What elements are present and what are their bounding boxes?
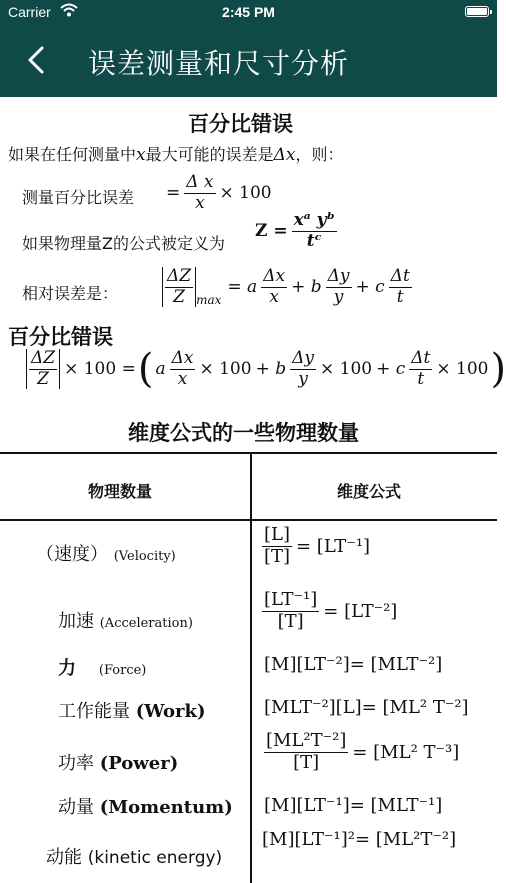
page-title: 误差测量和尺寸分析	[88, 47, 350, 80]
rel-abs-den: Z	[173, 286, 185, 307]
s2-y: y	[298, 368, 308, 389]
col-header-quantity: 物理数量	[88, 482, 153, 501]
row-work-formula: [MLT⁻²][L]= [ML² T⁻²]	[264, 697, 469, 718]
navigation-bar	[0, 25, 497, 97]
table-header-rule	[0, 519, 497, 521]
col-header-formula: 维度公式	[337, 482, 402, 501]
intro-prefix: 如果在任何测量中	[8, 145, 137, 164]
definition-label: 如果物理量Z的公式被定义为	[22, 234, 225, 253]
rel-dx: Δx	[263, 266, 286, 286]
s2-times100: × 100 =	[64, 359, 136, 380]
s2-t: t	[417, 368, 425, 389]
s2-x: x	[177, 368, 188, 389]
s2-paren-close: )	[490, 346, 506, 393]
s2-lhs-num: ΔZ	[31, 348, 56, 368]
s2-x100-end: × 100	[436, 359, 489, 380]
section-heading-percent-error-2: 百分比错误	[8, 325, 113, 349]
s2-b: + b	[255, 359, 287, 380]
pct-fraction	[184, 173, 215, 213]
s2-dx: Δx	[171, 348, 194, 368]
table-title: 维度公式的一些物理数量	[128, 421, 359, 445]
content-image	[0, 97, 506, 883]
percent-error-label: 测量百分比误差	[22, 188, 135, 207]
percent-error-full-formula	[26, 346, 506, 393]
table-top-rule	[0, 452, 497, 454]
rel-y: y	[333, 286, 344, 307]
intro-var: x	[136, 145, 146, 165]
row-momentum-formula: [M][LT⁻¹]= [MLT⁻¹]	[264, 795, 443, 816]
intro-line	[8, 142, 344, 165]
s2-lhs-den: Z	[37, 368, 49, 389]
s2-c: + c	[376, 359, 406, 380]
rel-x: x	[269, 286, 279, 307]
row-velocity-formula: $\frac{[L]}{[T]}$ = [LT⁻¹]	[263, 524, 371, 567]
section-heading-percent-error: 百分比错误	[188, 112, 293, 136]
definition-formula	[255, 211, 341, 251]
row-force-formula: [M][LT⁻²]= [MLT⁻²]	[264, 654, 443, 675]
row-kinetic-energy-label: 动能 (kinetic energy)	[46, 847, 223, 868]
status-bar	[0, 0, 497, 25]
def-num: xᵃ yᵇ	[293, 210, 335, 230]
intro-suffix: ，则：	[295, 145, 344, 164]
def-fraction	[292, 211, 337, 251]
s2-paren-open: (	[137, 346, 154, 393]
pct-num: Δ x	[186, 172, 214, 192]
battery-icon	[465, 6, 489, 17]
s2-x100-a: × 100	[199, 359, 252, 380]
carrier-label: Carrier	[8, 4, 51, 20]
rel-a: = a	[227, 277, 258, 298]
s2-dy: Δy	[292, 348, 314, 368]
rel-dy: Δy	[327, 266, 350, 286]
rel-b: + b	[291, 277, 322, 298]
row-acceleration-label: 加速 (Acceleration)	[58, 611, 193, 632]
def-den: tᶜ	[306, 230, 322, 251]
s2-dt: Δt	[411, 348, 431, 368]
s2-a: a	[155, 359, 166, 380]
clock: 2:45 PM	[222, 4, 275, 20]
rel-sub: max	[196, 293, 222, 308]
pct-den: x	[195, 192, 205, 213]
row-power-formula: $\frac{\text{[ML²T⁻²]}}{[T]}$ = [ML² T⁻³]	[266, 730, 460, 773]
relative-error-formula	[162, 267, 416, 307]
row-momentum-label: 动量 (Momentum)	[58, 797, 233, 818]
def-z: Z =	[255, 221, 288, 242]
percent-error-formula	[166, 173, 272, 213]
chevron-left-icon[interactable]	[22, 42, 52, 78]
pct-eq: =	[166, 183, 181, 204]
pct-times: × 100	[219, 183, 272, 204]
row-power-label: 功率 (Power)	[58, 753, 179, 774]
rel-abs-num: ΔZ	[167, 266, 192, 286]
rel-c: + c	[355, 277, 385, 298]
intro-mid: 最大可能的误差是	[145, 145, 274, 164]
row-force-label: 力 (Force)	[58, 658, 147, 679]
rel-dt: Δt	[390, 266, 410, 286]
relative-error-label: 相对误差是：	[22, 284, 119, 303]
intro-delta: Δx	[273, 145, 296, 165]
row-velocity-label: （速度） (Velocity)	[36, 544, 176, 565]
rel-abs	[162, 267, 196, 307]
row-work-label: 工作能量 (Work)	[58, 701, 206, 722]
s2-x100-b: × 100	[320, 359, 373, 380]
row-kinetic-energy-formula: [M][LT⁻¹]²= [ML²T⁻²]	[262, 829, 457, 850]
row-acceleration-formula: $\frac{\text{[LT⁻¹]}}{[T]}$ = [LT⁻²]	[264, 589, 398, 632]
rel-t: t	[396, 286, 404, 307]
